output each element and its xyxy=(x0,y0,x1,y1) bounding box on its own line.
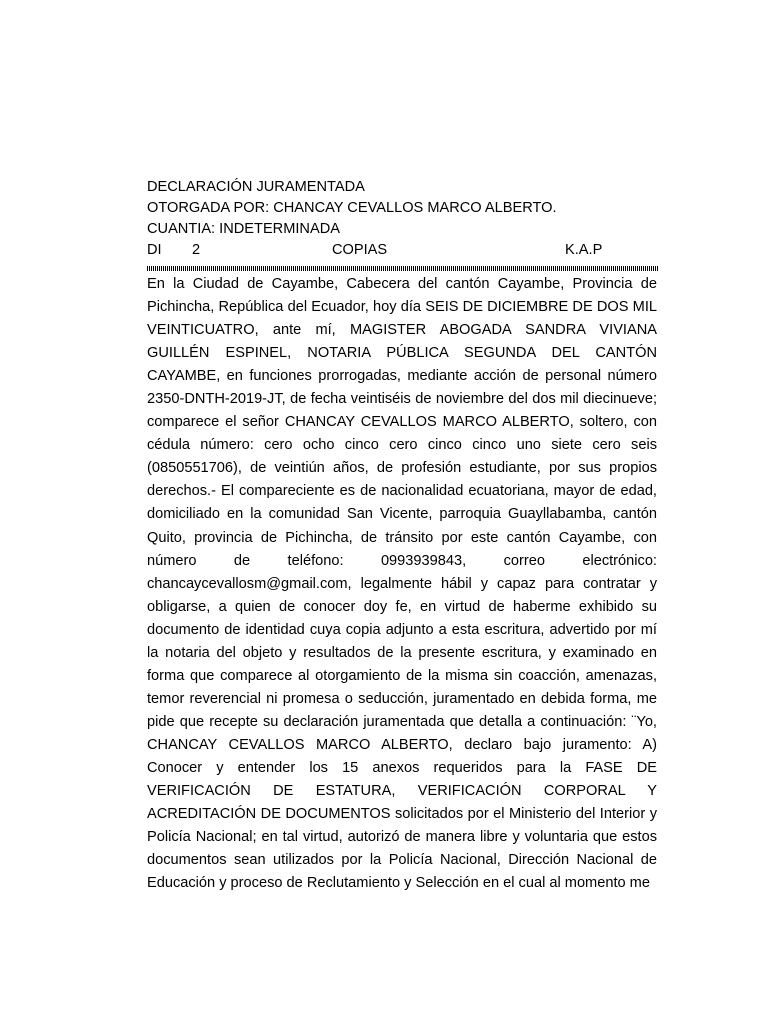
copies-number: 2 xyxy=(192,242,201,258)
document-header xyxy=(147,177,659,261)
copies-label: COPIAS xyxy=(332,242,388,258)
amount-line: CUANTIA: INDETERMINADA xyxy=(147,221,340,237)
header-divider xyxy=(147,266,659,271)
granted-by-line: OTORGADA POR: CHANCAY CEVALLOS MARCO ALBERTO. xyxy=(147,200,557,216)
notary-initials: K.A.P xyxy=(565,242,603,258)
copies-row xyxy=(147,240,659,261)
body-paragraph: En la Ciudad de Cayambe, Cabecera del cantón Cayambe, Provincia de Pichincha, República del Ecuador, hoy día SEIS DE DICIEMBRE DE DOS MIL VEINTICUATRO, ante mí, MAGISTER ABOGADA SANDRA VIVIANA GUILLÉN ESPINEL, NOTARIA PÚBLICA SEGUNDA DEL CANTÓN CAYAMBE, en funciones prorrogadas, mediante acción de personal número 2350-DNTH-2019-JT, de fecha veintiséis de noviembre del dos mil diecinueve; comparece el señor CHANCAY CEVALLOS MARCO ALBERTO, soltero, con cédula número: cero ocho cinco cero cinco cinco uno siete cero seis (0850551706), de veintiún años, de profesión estudiante, por sus propios derechos.- El compareciente es de nacionalidad ecuatoriana, mayor de edad, domiciliado en la comunidad San Vicente, parroquia Guayllabamba, cantón Quito, provincia de Pichincha, de tránsito por este cantón Cayambe, con número de teléfono: 0993939843, correo electrónico: chancaycevallosm@gmail.com, legalmente hábil y capaz para contratar y obligarse, a quien de conocer doy fe, en virtud de haberme exhibido su documento de identidad cuya copia adjunto a esta escritura, advertido por mí la notaria del objeto y resultados de la presente escritura, y examinado en forma que comparece al otorgamiento de la misma sin coacción, amenazas, temor reverencial ni promesa o seducción, juramentado en debida forma, me pide que recepte su declaración juramentada que detalla a continuación: ¨Yo, CHANCAY CEVALLOS MARCO ALBERTO, declaro bajo juramento: A) Conocer y entender los 15 anexos requeridos para la FASE DE VERIFICACIÓN DE ESTATURA, VERIFICACIÓN CORPORAL Y ACREDITACIÓN DE DOCUMENTOS solicitados por el Ministerio del Interior y Policía Nacional; en tal virtud, autorizó de manera libre y voluntaria que estos documentos sean utilizados por la Policía Nacional, Dirección Nacional de Educación y proceso de Reclutamiento y Selección en el cual al momento me xyxy=(147,276,657,892)
copies-di-label: DI xyxy=(147,242,162,258)
document-title: DECLARACIÓN JURAMENTADA xyxy=(147,179,365,195)
